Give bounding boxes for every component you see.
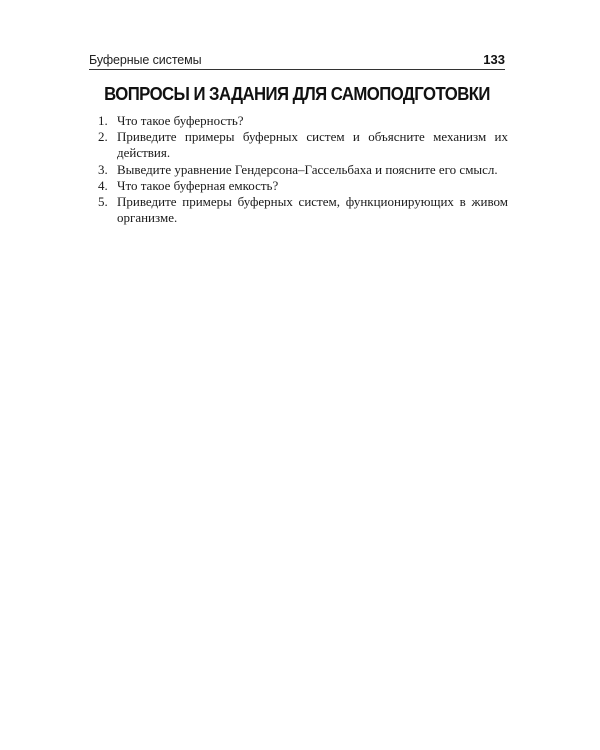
- question-item: [98, 129, 508, 161]
- question-number: 3.: [98, 161, 108, 177]
- question-item: [98, 113, 508, 129]
- question-number: 5.: [98, 194, 108, 210]
- question-number: 2.: [98, 129, 108, 145]
- question-text: Что такое буферность?: [117, 113, 244, 128]
- running-title: Буферные системы: [89, 53, 202, 67]
- question-item: [98, 194, 508, 226]
- question-text: Приведите примеры буферных систем и объясните механизм их действия.: [117, 129, 508, 161]
- question-item: [98, 178, 508, 194]
- question-item: [98, 162, 508, 178]
- running-header: [89, 52, 505, 70]
- section-title: ВОПРОСЫ И ЗАДАНИЯ ДЛЯ САМОПОДГОТОВКИ: [104, 84, 490, 104]
- questions-list: [98, 113, 508, 226]
- question-number: 1.: [98, 113, 108, 128]
- question-text: Что такое буферная емкость?: [117, 177, 279, 193]
- question-text: Выведите уравнение Гендерсона–Гассельбаха и поясните его смысл.: [117, 161, 498, 177]
- page-number: 133: [483, 52, 505, 67]
- question-number: 4.: [98, 177, 108, 193]
- question-text: Приведите примеры буферных систем, функционирующих в живом организме.: [117, 194, 508, 226]
